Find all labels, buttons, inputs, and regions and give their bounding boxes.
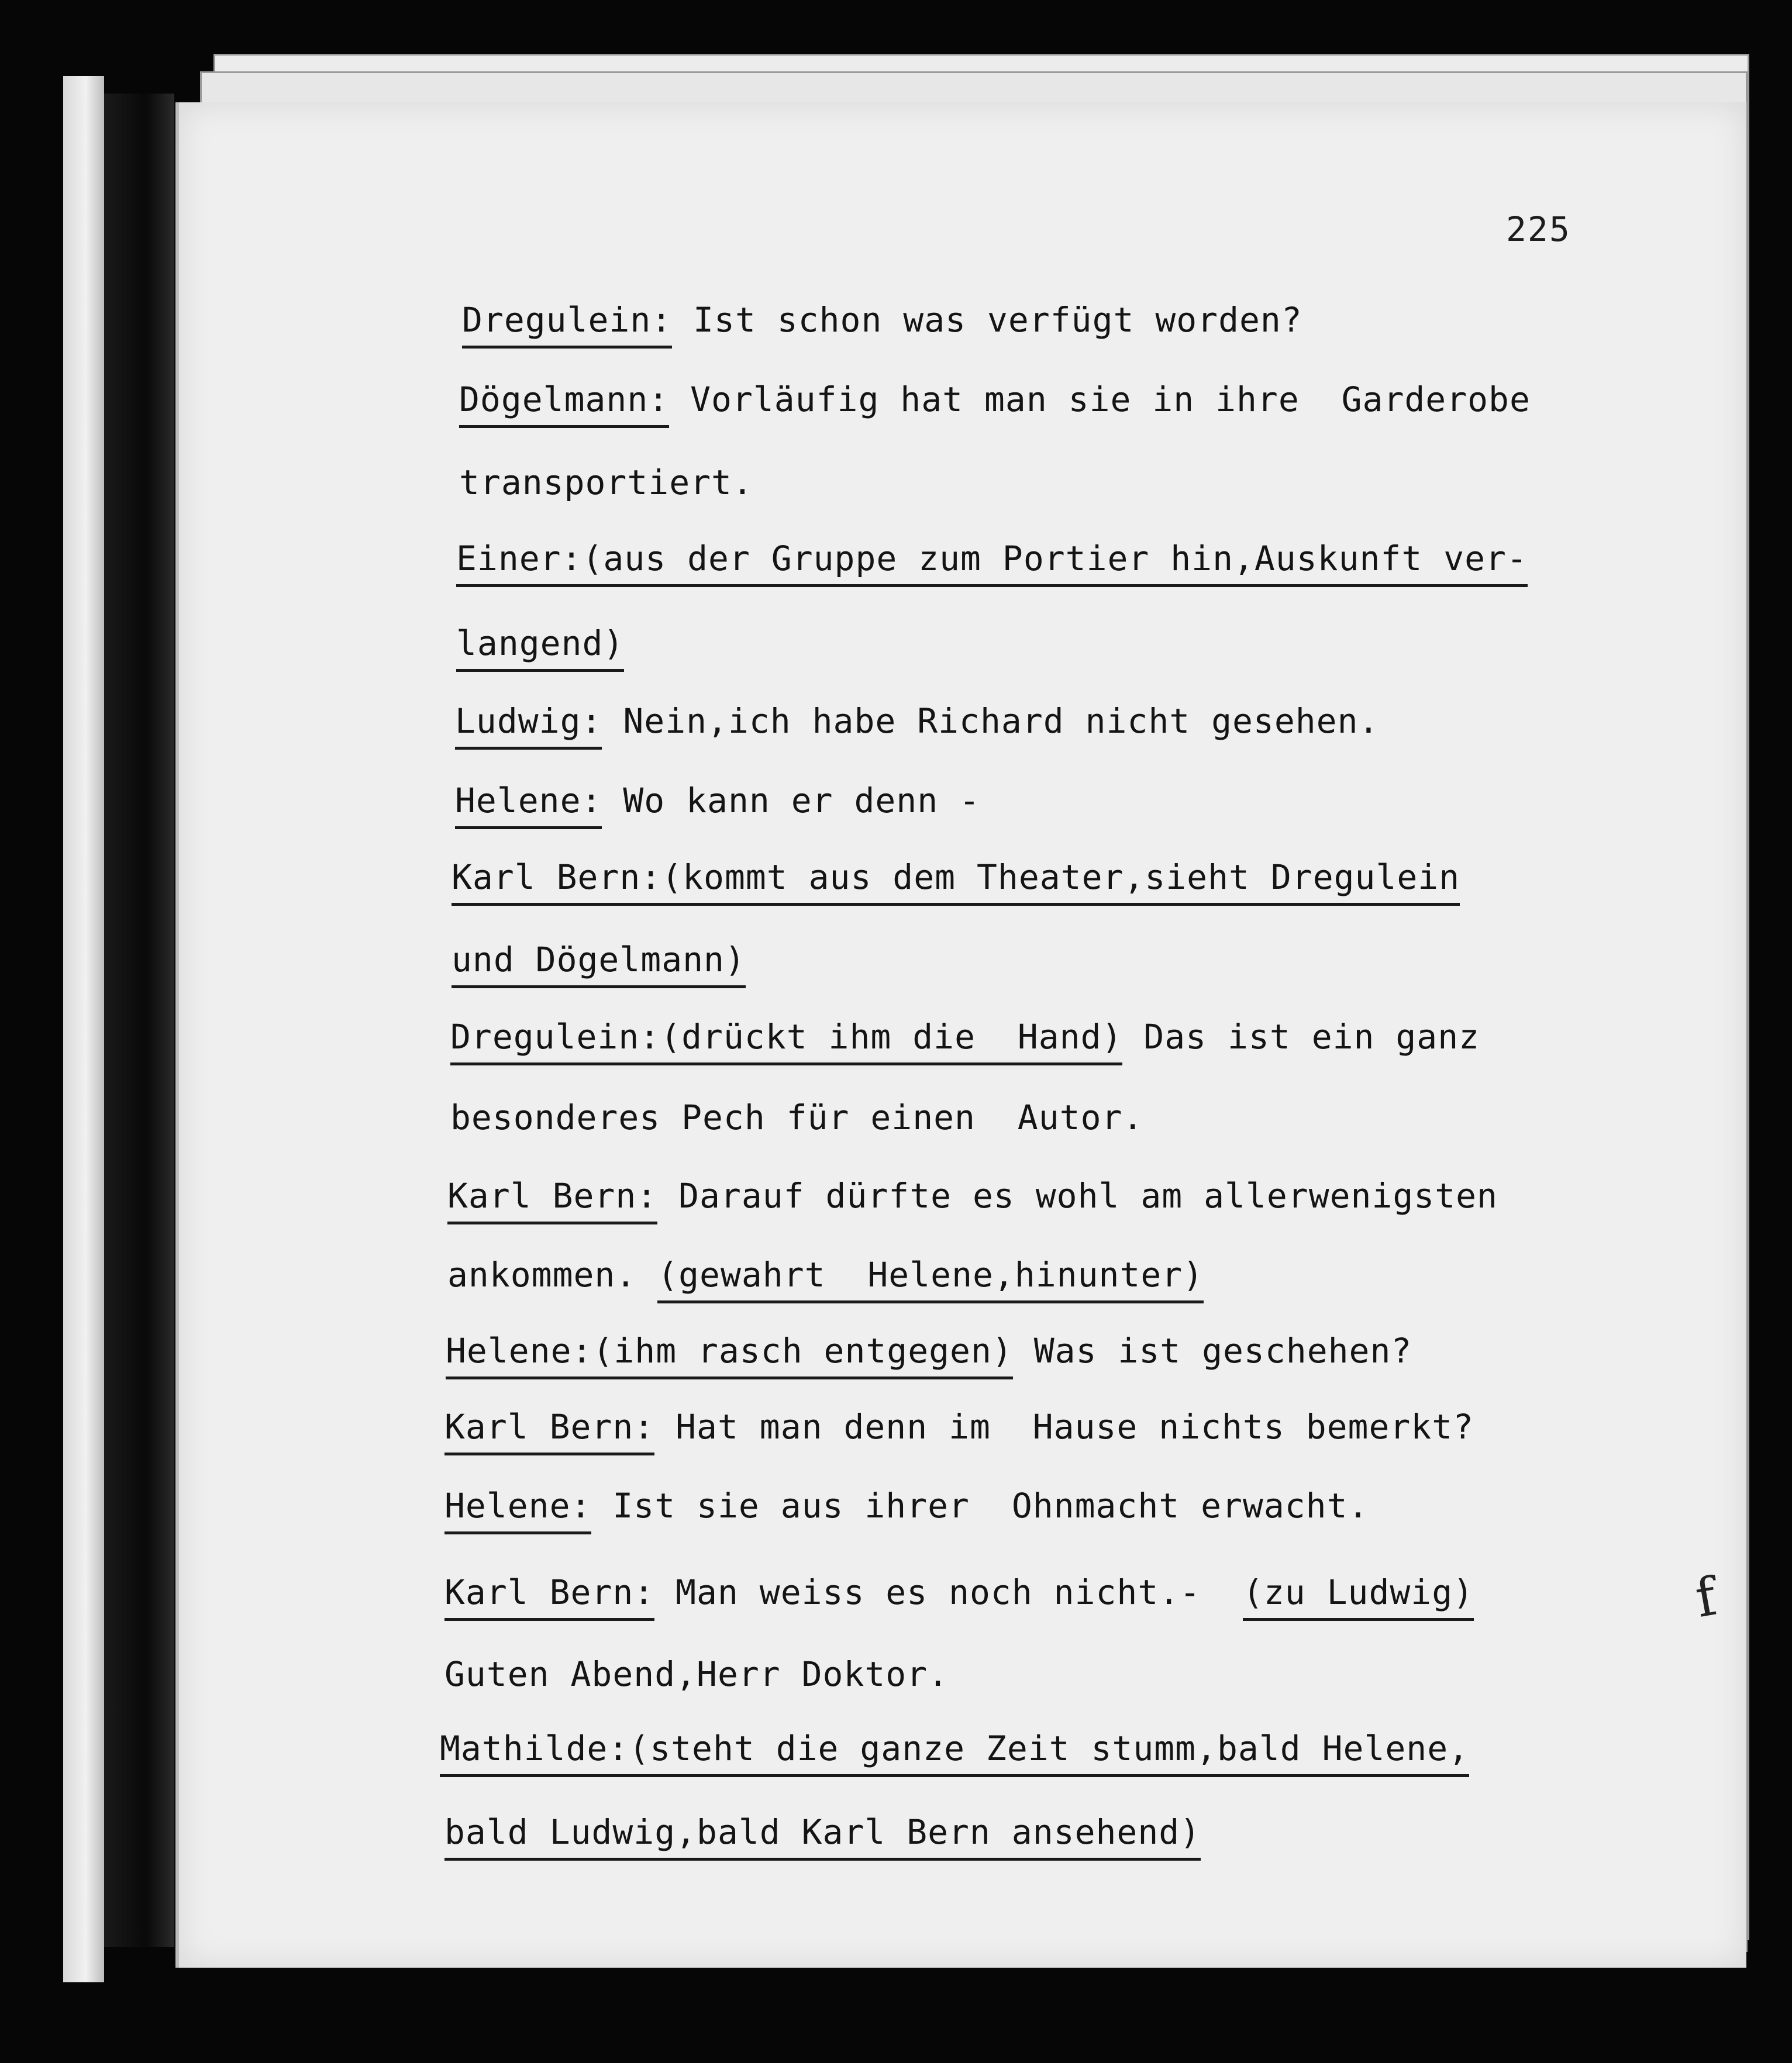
script-line <box>455 701 1379 741</box>
speaker-name: Dregulein: <box>450 1017 660 1065</box>
script-line <box>446 1330 1412 1371</box>
speaker-name: Karl Bern: <box>452 857 661 906</box>
script-line <box>444 1572 1474 1613</box>
film-edge-strip <box>63 76 104 1982</box>
script-line <box>440 1728 1469 1769</box>
script-line <box>462 299 1302 340</box>
script-line <box>459 379 1531 420</box>
script-line <box>444 1485 1369 1526</box>
script-line <box>450 1097 1143 1138</box>
handwritten-margin-mark: f <box>1691 1565 1721 1630</box>
script-line <box>444 1654 949 1695</box>
stage-direction: (ihm rasch entgegen) <box>592 1331 1012 1379</box>
line-text: Vorläufig hat man sie in ihre Garderobe <box>669 380 1531 419</box>
line-text: Nein,ich habe Richard nicht gesehen. <box>602 701 1380 741</box>
film-dark-band <box>104 94 174 1947</box>
line-text: besonderes Pech für einen Autor. <box>450 1098 1144 1137</box>
script-line <box>452 939 746 980</box>
stage-direction: (kommt aus dem Theater,sieht Dregulein <box>661 857 1460 906</box>
script-line <box>450 1016 1480 1057</box>
line-text: Wo kann er denn - <box>602 781 980 820</box>
speaker-name: Karl Bern: <box>447 1176 657 1224</box>
stage-direction: (zu Ludwig) <box>1243 1572 1474 1621</box>
stage-direction: (gewahrt Helene,hinunter) <box>657 1255 1204 1303</box>
line-text: Ist sie aus ihrer Ohnmacht erwacht. <box>591 1486 1369 1526</box>
speaker-name: Mathilde: <box>440 1729 629 1777</box>
stage-direction: bald Ludwig,bald Karl Bern ansehend) <box>444 1812 1201 1861</box>
speaker-name: Dögelmann: <box>459 380 669 428</box>
stage-direction: (aus der Gruppe zum Portier hin,Auskunft ver- <box>583 539 1528 587</box>
speaker-name: Helene: <box>455 781 602 829</box>
speaker-name: Helene: <box>444 1486 591 1534</box>
line-text: transportiert. <box>459 463 753 502</box>
script-line <box>452 857 1460 898</box>
script-line <box>447 1175 1498 1216</box>
speaker-name: Dregulein: <box>462 300 672 349</box>
line-text: Man weiss es noch nicht.- <box>654 1572 1243 1612</box>
speaker-name: Helene: <box>446 1331 592 1379</box>
speaker-name: Karl Bern: <box>444 1407 654 1455</box>
script-line <box>444 1812 1201 1852</box>
line-text: ankommen. <box>447 1255 658 1295</box>
speaker-name: Karl Bern: <box>444 1572 654 1621</box>
script-line <box>444 1406 1474 1447</box>
line-text: Hat man denn im Hause nichts bemerkt? <box>654 1407 1474 1447</box>
stage-direction: langend) <box>456 623 624 672</box>
line-text: Ist schon was verfügt worden? <box>672 300 1302 340</box>
script-line <box>456 623 624 664</box>
line-text: Guten Abend,Herr Doktor. <box>444 1654 949 1694</box>
stage-direction: und Dögelmann) <box>452 940 746 988</box>
line-text: Darauf dürfte es wohl am allerwenigsten <box>657 1176 1498 1216</box>
script-line <box>455 780 980 821</box>
script-line <box>447 1254 1204 1295</box>
speaker-name: Einer: <box>456 539 583 587</box>
stage-direction: (drückt ihm die Hand) <box>660 1017 1122 1065</box>
stage-direction: (steht die ganze Zeit stumm,bald Helene, <box>629 1729 1469 1777</box>
line-text: Was ist geschehen? <box>1012 1331 1412 1371</box>
script-line <box>459 462 753 503</box>
script-line <box>456 538 1528 579</box>
line-text: Das ist ein ganz <box>1122 1017 1480 1057</box>
page-number: 225 <box>1506 209 1571 249</box>
speaker-name: Ludwig: <box>455 701 602 750</box>
